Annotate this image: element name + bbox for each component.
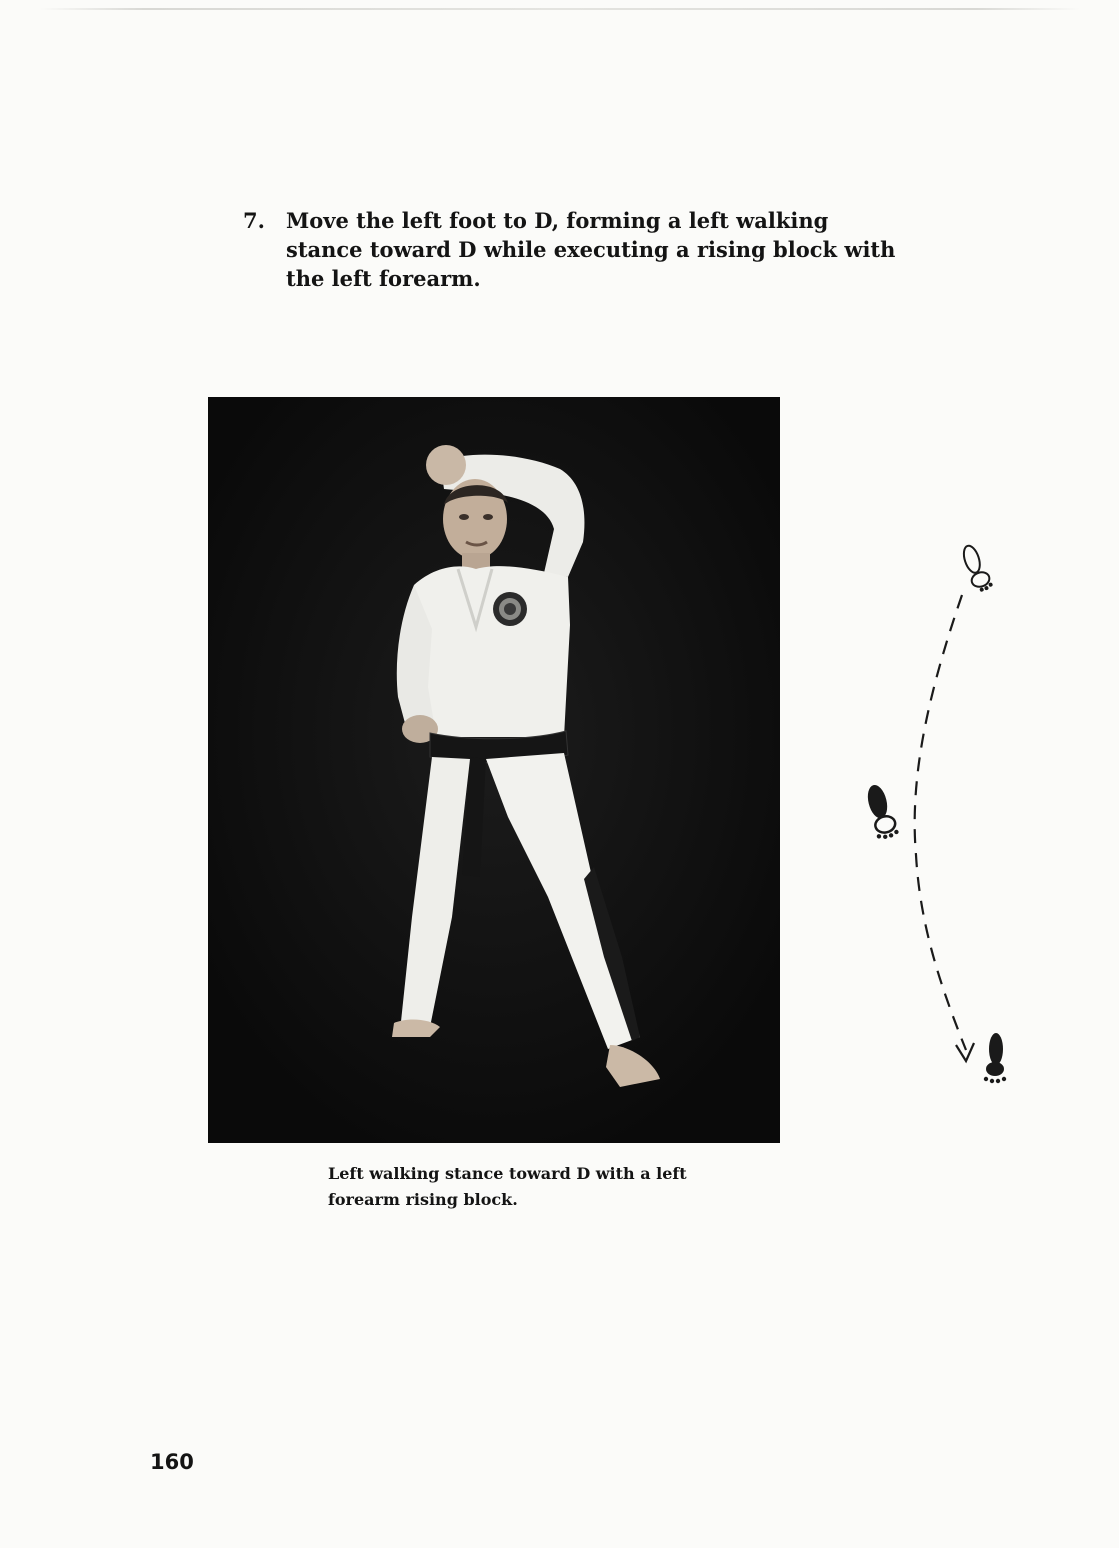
- footwork-diagram: [840, 535, 1040, 1095]
- step-text: Move the left foot to D, forming a left walking stance toward D while executing a rising block with the left forearm.: [286, 208, 896, 291]
- footprint-icon: [961, 542, 994, 594]
- martial-artist-figure-icon: [208, 397, 780, 1143]
- footprint-icon: [984, 1033, 1006, 1083]
- footprint-icon: [864, 782, 899, 841]
- page-number: 160: [150, 1450, 194, 1474]
- page-top-edge: [40, 8, 1080, 10]
- photo-caption: Left walking stance toward D with a left forearm rising block.: [328, 1164, 687, 1209]
- martial-artist-photo: [208, 397, 780, 1143]
- dashed-arrow-icon: [915, 595, 966, 1050]
- step-number: 7.: [243, 208, 265, 233]
